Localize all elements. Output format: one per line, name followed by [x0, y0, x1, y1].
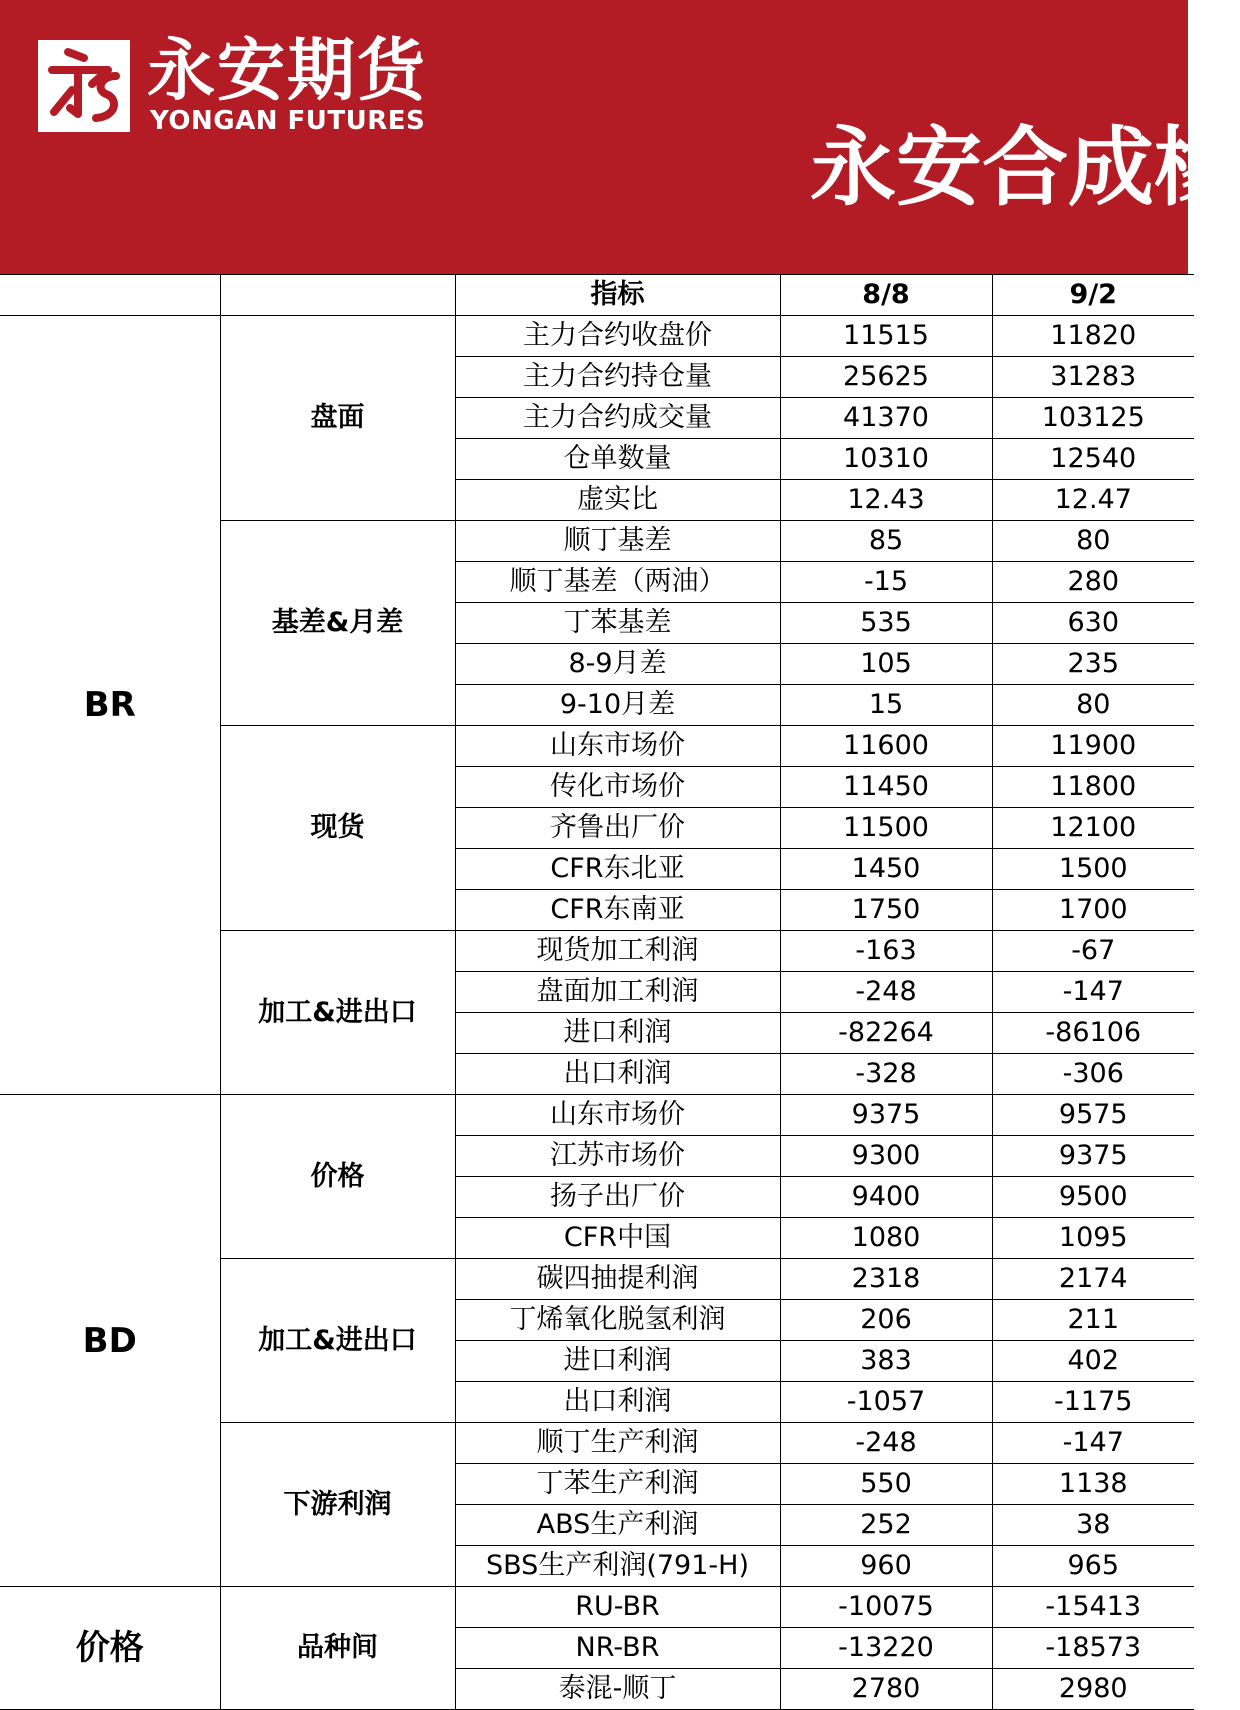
value-cell-date-1: 1080 — [780, 1218, 992, 1259]
value-cell-date-1: 85 — [780, 521, 992, 562]
indicator-cell: 8-9月差 — [455, 644, 780, 685]
value-cell-date-2: 11900 — [992, 726, 1194, 767]
category-cell: BR — [0, 316, 220, 1095]
subgroup-cell: 基差&月差 — [220, 521, 455, 726]
value-cell-date-1: 1450 — [780, 849, 992, 890]
indicator-cell: 进口利润 — [455, 1341, 780, 1382]
value-cell-date-1: 9375 — [780, 1095, 992, 1136]
value-cell-date-2: 38 — [992, 1505, 1194, 1546]
indicator-cell: 顺丁基差 — [455, 521, 780, 562]
indicator-cell: 主力合约成交量 — [455, 398, 780, 439]
indicator-cell: 主力合约收盘价 — [455, 316, 780, 357]
indicator-cell: 9-10月差 — [455, 685, 780, 726]
indicator-cell: 出口利润 — [455, 1054, 780, 1095]
indicator-cell: 山东市场价 — [455, 726, 780, 767]
indicator-cell: 进口利润 — [455, 1013, 780, 1054]
indicator-cell: ABS生产利润 — [455, 1505, 780, 1546]
indicator-cell: 仓单数量 — [455, 439, 780, 480]
indicator-cell: 主力合约持仓量 — [455, 357, 780, 398]
report-header — [0, 0, 1240, 274]
table-header-row — [0, 275, 1194, 316]
value-cell-date-1: -248 — [780, 972, 992, 1013]
value-cell-date-2: 1700 — [992, 890, 1194, 931]
indicator-cell: SBS生产利润(791-H) — [455, 1546, 780, 1587]
indicator-cell: 现货加工利润 — [455, 931, 780, 972]
brand-name-en: YONGAN FUTURES — [150, 106, 426, 136]
value-cell-date-2: 402 — [992, 1341, 1194, 1382]
value-cell-date-1: 252 — [780, 1505, 992, 1546]
value-cell-date-2: -15413 — [992, 1587, 1194, 1628]
table-row — [0, 1095, 1194, 1136]
header-cell-date-1: 8/8 — [780, 275, 992, 316]
indicator-cell: 泰混-顺丁 — [455, 1669, 780, 1710]
value-cell-date-1: 1750 — [780, 890, 992, 931]
report-title: 永安合成橡 — [810, 118, 1240, 218]
value-cell-date-1: 9300 — [780, 1136, 992, 1177]
indicator-cell: 江苏市场价 — [455, 1136, 780, 1177]
value-cell-date-1: 383 — [780, 1341, 992, 1382]
value-cell-date-1: 2780 — [780, 1669, 992, 1710]
value-cell-date-1: -15 — [780, 562, 992, 603]
table-row — [0, 1587, 1194, 1628]
value-cell-date-1: 12.43 — [780, 480, 992, 521]
value-cell-date-2: 2174 — [992, 1259, 1194, 1300]
value-cell-date-2: 9575 — [992, 1095, 1194, 1136]
indicator-cell: 虚实比 — [455, 480, 780, 521]
value-cell-date-2: 11820 — [992, 316, 1194, 357]
value-cell-date-2: 12100 — [992, 808, 1194, 849]
value-cell-date-1: -1057 — [780, 1382, 992, 1423]
value-cell-date-1: 11500 — [780, 808, 992, 849]
header-cell-date-2: 9/2 — [992, 275, 1194, 316]
indicator-cell: 丁苯基差 — [455, 603, 780, 644]
subgroup-cell: 加工&进出口 — [220, 1259, 455, 1423]
value-cell-date-2: 965 — [992, 1546, 1194, 1587]
table-row — [0, 316, 1194, 357]
value-cell-date-1: 15 — [780, 685, 992, 726]
value-cell-date-2: 12540 — [992, 439, 1194, 480]
yongan-logo-icon — [38, 40, 130, 132]
value-cell-date-2: 103125 — [992, 398, 1194, 439]
indicator-cell: 扬子出厂价 — [455, 1177, 780, 1218]
indicator-cell: 盘面加工利润 — [455, 972, 780, 1013]
value-cell-date-2: 9500 — [992, 1177, 1194, 1218]
value-cell-date-2: -67 — [992, 931, 1194, 972]
category-cell: 价格 — [0, 1587, 220, 1710]
value-cell-date-1: 11600 — [780, 726, 992, 767]
value-cell-date-2: 80 — [992, 685, 1194, 726]
value-cell-date-2: -1175 — [992, 1382, 1194, 1423]
value-cell-date-2: 1500 — [992, 849, 1194, 890]
value-cell-date-2: -147 — [992, 1423, 1194, 1464]
indicator-cell: 山东市场价 — [455, 1095, 780, 1136]
header-cell-subgroup — [220, 275, 455, 316]
value-cell-date-1: 960 — [780, 1546, 992, 1587]
value-cell-date-1: 11450 — [780, 767, 992, 808]
value-cell-date-2: 31283 — [992, 357, 1194, 398]
indicator-cell: 丁烯氧化脱氢利润 — [455, 1300, 780, 1341]
header-cell-indicator: 指标 — [455, 275, 780, 316]
value-cell-date-1: 10310 — [780, 439, 992, 480]
value-cell-date-2: 211 — [992, 1300, 1194, 1341]
brand-name-cn: 永安期货 — [147, 32, 428, 111]
indicator-cell: 丁苯生产利润 — [455, 1464, 780, 1505]
value-cell-date-2: -306 — [992, 1054, 1194, 1095]
subgroup-cell: 价格 — [220, 1095, 455, 1259]
value-cell-date-2: 630 — [992, 603, 1194, 644]
value-cell-date-2: 235 — [992, 644, 1194, 685]
value-cell-date-1: 535 — [780, 603, 992, 644]
indicator-cell: CFR中国 — [455, 1218, 780, 1259]
value-cell-date-2: 12.47 — [992, 480, 1194, 521]
value-cell-date-2: 2980 — [992, 1669, 1194, 1710]
value-cell-date-1: 11515 — [780, 316, 992, 357]
value-cell-date-1: -82264 — [780, 1013, 992, 1054]
indicator-table — [0, 274, 1194, 1710]
subgroup-cell: 下游利润 — [220, 1423, 455, 1587]
value-cell-date-2: -86106 — [992, 1013, 1194, 1054]
value-cell-date-2: -147 — [992, 972, 1194, 1013]
value-cell-date-2: -18573 — [992, 1628, 1194, 1669]
indicator-cell: 出口利润 — [455, 1382, 780, 1423]
value-cell-date-2: 280 — [992, 562, 1194, 603]
indicator-cell: 顺丁生产利润 — [455, 1423, 780, 1464]
value-cell-date-1: -13220 — [780, 1628, 992, 1669]
value-cell-date-1: -163 — [780, 931, 992, 972]
value-cell-date-1: 206 — [780, 1300, 992, 1341]
subgroup-cell: 品种间 — [220, 1587, 455, 1710]
category-cell: BD — [0, 1095, 220, 1587]
value-cell-date-1: 2318 — [780, 1259, 992, 1300]
indicator-cell: RU-BR — [455, 1587, 780, 1628]
value-cell-date-1: -248 — [780, 1423, 992, 1464]
header-cell-category — [0, 275, 220, 316]
indicator-cell: 顺丁基差（两油） — [455, 562, 780, 603]
value-cell-date-1: -10075 — [780, 1587, 992, 1628]
subgroup-cell: 盘面 — [220, 316, 455, 521]
indicator-cell: 传化市场价 — [455, 767, 780, 808]
value-cell-date-1: 9400 — [780, 1177, 992, 1218]
indicator-cell: 齐鲁出厂价 — [455, 808, 780, 849]
value-cell-date-2: 80 — [992, 521, 1194, 562]
value-cell-date-2: 9375 — [992, 1136, 1194, 1177]
value-cell-date-1: 550 — [780, 1464, 992, 1505]
value-cell-date-2: 1095 — [992, 1218, 1194, 1259]
value-cell-date-2: 1138 — [992, 1464, 1194, 1505]
subgroup-cell: 现货 — [220, 726, 455, 931]
indicator-cell: 碳四抽提利润 — [455, 1259, 780, 1300]
subgroup-cell: 加工&进出口 — [220, 931, 455, 1095]
value-cell-date-1: -328 — [780, 1054, 992, 1095]
value-cell-date-2: 11800 — [992, 767, 1194, 808]
indicator-cell: CFR东南亚 — [455, 890, 780, 931]
value-cell-date-1: 25625 — [780, 357, 992, 398]
value-cell-date-1: 105 — [780, 644, 992, 685]
value-cell-date-1: 41370 — [780, 398, 992, 439]
indicator-cell: CFR东北亚 — [455, 849, 780, 890]
indicator-cell: NR-BR — [455, 1628, 780, 1669]
